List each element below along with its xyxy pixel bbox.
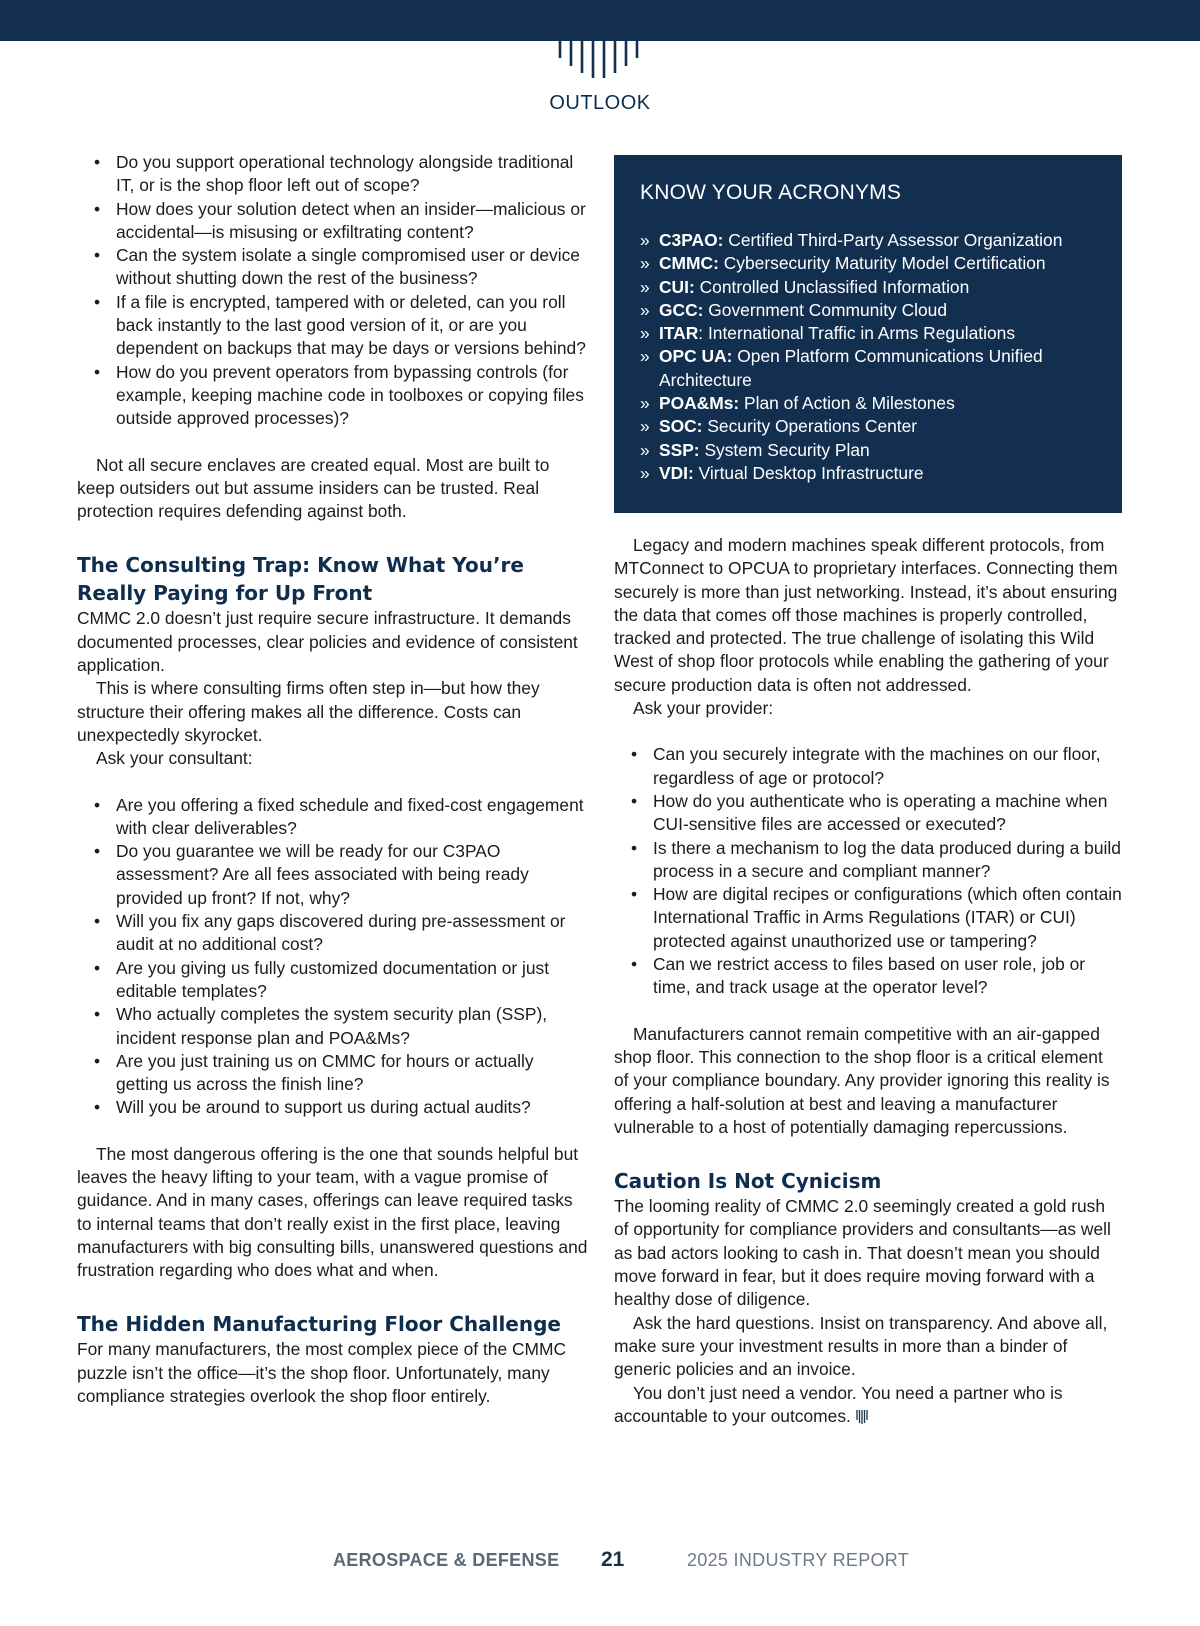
list-item: • Will you be around to support us during actual audits?	[77, 1096, 589, 1119]
acronym-item	[640, 415, 1098, 438]
list-item: • Can we restrict access to files based on user role, job or time, and track usage at the operator level?	[614, 953, 1122, 1000]
list-item: • Can you securely integrate with the machines on our floor, regardless of age or protocol?	[614, 743, 1122, 790]
acronym-term: VDI:	[659, 462, 694, 483]
acronym-item	[640, 462, 1098, 485]
intro-question-list	[77, 151, 589, 431]
acronym-item	[640, 229, 1098, 252]
acronym-definition: Government Community Cloud	[708, 299, 948, 320]
publication-name: AEROSPACE & DEFENSE	[333, 1550, 560, 1570]
section-label: OUTLOOK	[549, 92, 651, 114]
acronym-term: SOC:	[659, 416, 703, 437]
list-item: • Will you fix any gaps discovered during pre-assessment or audit at no additional cost?	[77, 910, 589, 957]
caution-paragraph-2: Ask the hard questions. Insist on transparency. And above all, make sure your investment results in more than a binder of generic policies and an invoice.	[614, 1312, 1108, 1380]
list-item: • How are digital recipes or configurations (which often contain International Traffic in Arms Regulations (ITAR) or CUI) protected against unauthorized use or tampering?	[614, 883, 1122, 953]
acronym-item	[640, 299, 1098, 322]
acronym-item	[640, 322, 1098, 345]
consulting-heading: The Consulting Trap: Know What You’re Really Paying for Up Front	[77, 553, 524, 606]
manufacturers-paragraph: Manufacturers cannot remain competitive with an air-gapped shop floor. This connection to the shop floor is a critical element of your compliance boundary. Any provider ignoring this reality is offering a half-solution at best and leaving a manufacturer vulnerable to a host of potentially damaging repercussions.	[614, 1023, 1110, 1137]
consulting-closing-paragraph: The most dangerous offering is the one that sounds helpful but leaves the heavy lifting to your team, with a vague promise of guidance. And in many cases, offerings can leave required tasks to internal teams that don’t really exist in the first place, leaving manufacturers with big consulting bills, unanswered questions and frustration regarding who does what and when.	[77, 1143, 588, 1281]
acronym-item	[640, 439, 1098, 462]
list-item: • Who actually completes the system security plan (SSP), incident response plan and POA&Ms?	[77, 1003, 589, 1050]
acronym-definition: Plan of Action & Milestones	[744, 393, 955, 414]
chevron-icon: »	[640, 253, 650, 274]
list-item: • Are you giving us fully customized documentation or just editable templates?	[77, 957, 589, 1004]
top-banner	[0, 0, 1200, 41]
consulting-paragraph-1: CMMC 2.0 doesn’t just require secure infrastructure. It demands documented processes, clear policies and evidence of consistent application.	[77, 608, 578, 676]
acronym-term: SSP:	[659, 439, 700, 460]
chevron-icon: »	[640, 393, 650, 414]
acronym-item	[640, 345, 1098, 392]
chevron-icon: »	[640, 323, 650, 344]
list-item: • Are you just training us on CMMC for hours or actually getting us across the finish line?	[77, 1050, 589, 1097]
chevron-icon: »	[640, 439, 650, 460]
list-item: • How do you authenticate who is operating a machine when CUI-sensitive files are accessed or executed?	[614, 790, 1122, 837]
list-item: • How does your solution detect when an insider—malicious or accidental—is misusing or exfiltrating content?	[77, 198, 589, 245]
acronym-term: C3PAO:	[659, 230, 724, 250]
acronym-term: GCC:	[659, 299, 704, 320]
acronym-definition: : International Traffic in Arms Regulations	[698, 323, 1016, 344]
acronym-item	[640, 276, 1098, 299]
chevron-icon: »	[640, 346, 650, 367]
closing-text: You don’t just need a vendor. You need a partner who is accountable to your outcomes.	[614, 1382, 1063, 1426]
ask-consultant-label: Ask your consultant:	[96, 748, 253, 769]
enclave-paragraph: Not all secure enclaves are created equal. Most are built to keep outsiders out but assume insiders can be trusted. Real protection requires defending against both.	[77, 454, 550, 522]
acronym-definition: Certified Third-Party Assessor Organization	[728, 230, 1063, 250]
list-item: • Is there a mechanism to log the data produced during a build process in a secure and compliant manner?	[614, 837, 1122, 884]
hidden-floor-paragraph: For many manufacturers, the most complex piece of the CMMC puzzle isn’t the office—it’s the shop floor. Unfortunately, many compliance strategies overlook the shop floor entirely.	[77, 1339, 567, 1407]
acronyms-box	[614, 155, 1122, 513]
list-item: • If a file is encrypted, tampered with or deleted, can you roll back instantly to the last good version of it, or are you dependent on backups that may be days or versions behind?	[77, 291, 589, 361]
acronym-definition: Cybersecurity Maturity Model Certification	[723, 253, 1046, 274]
barcode-logo-icon	[557, 41, 643, 79]
list-item: • Are you offering a fixed schedule and fixed-cost engagement with clear deliverables?	[77, 794, 589, 841]
acronym-definition: Virtual Desktop Infrastructure	[698, 462, 924, 483]
acronym-definition: Security Operations Center	[707, 416, 918, 437]
acronym-term: POA&Ms:	[659, 393, 740, 414]
chevron-icon: »	[640, 230, 650, 250]
chevron-icon: »	[640, 299, 650, 320]
page-footer	[0, 1550, 1200, 1580]
chevron-icon: »	[640, 276, 650, 297]
acronyms-title: KNOW YOUR ACRONYMS	[640, 181, 902, 204]
acronym-term: ITAR	[659, 323, 699, 344]
legacy-paragraph: Legacy and modern machines speak different protocols, from MTConnect to OPCUA to proprietary interfaces. Connecting them securely is more than just networking. Instead, it’s about ensuring the data that comes off those machines is properly controlled, tracked and protected. The true challenge of isolating this Wild West of shop floor protocols while enabling the gathering of your secure production data is often not addressed.	[614, 535, 1118, 695]
right-column	[614, 534, 1122, 1428]
acronym-item	[640, 392, 1098, 415]
acronym-definition: Controlled Unclassified Information	[699, 276, 970, 297]
acronym-term: OPC UA:	[659, 346, 733, 367]
acronym-list	[640, 229, 1098, 485]
list-item: • Do you support operational technology alongside traditional IT, or is the shop floor left out of scope?	[77, 151, 589, 198]
barcode-end-icon	[856, 1410, 868, 1424]
chevron-icon: »	[640, 462, 650, 483]
list-item: • Can the system isolate a single compromised user or device without shutting down the rest of the business?	[77, 244, 589, 291]
report-name: 2025 INDUSTRY REPORT	[687, 1550, 910, 1570]
caution-paragraph-1: The looming reality of CMMC 2.0 seemingly created a gold rush of opportunity for compliance providers and consultants—as well as bad actors looking to cash in. That doesn’t mean you should move forward in fear, but it does require moving forward with a healthy dose of diligence.	[614, 1196, 1111, 1310]
acronym-item	[640, 252, 1098, 275]
provider-question-list	[614, 743, 1122, 999]
caution-paragraph-3	[614, 1382, 1122, 1429]
acronym-term: CUI:	[659, 276, 695, 297]
page-number: 21	[601, 1548, 625, 1571]
acronym-term: CMMC:	[659, 253, 719, 274]
caution-heading: Caution Is Not Cynicism	[614, 1169, 882, 1194]
list-item: • Do you guarantee we will be ready for our C3PAO assessment? Are all fees associated with being ready provided up front? If not, why?	[77, 840, 589, 910]
list-item: • How do you prevent operators from bypassing controls (for example, keeping machine code in toolboxes or copying files outside approved processes)?	[77, 361, 589, 431]
consultant-question-list	[77, 794, 589, 1120]
acronym-definition: System Security Plan	[704, 439, 870, 460]
ask-provider-label: Ask your provider:	[633, 698, 774, 719]
chevron-icon: »	[640, 416, 650, 437]
consulting-paragraph-2: This is where consulting firms often step in—but how they structure their offering makes all the difference. Costs can unexpectedly skyrocket.	[77, 678, 540, 745]
left-column	[77, 151, 589, 1408]
hidden-floor-heading: The Hidden Manufacturing Floor Challenge	[77, 1312, 561, 1337]
acronym-definition: Open Platform Communications Unified Architecture	[659, 346, 1043, 390]
